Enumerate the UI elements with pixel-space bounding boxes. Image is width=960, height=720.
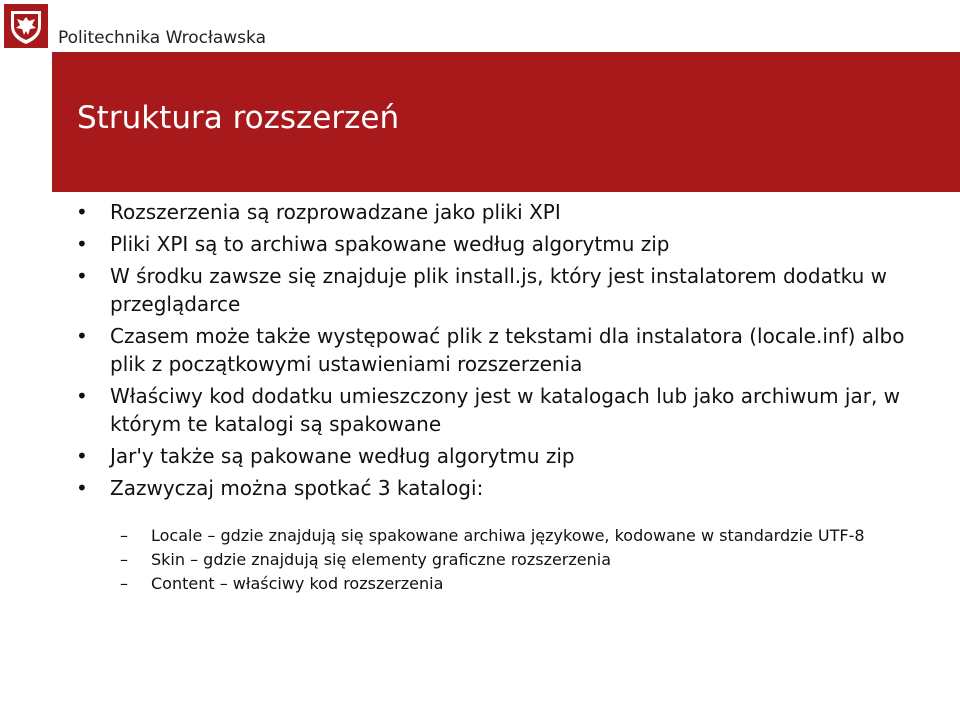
bullet-marker: • (76, 444, 88, 468)
sub-text: Locale – gdzie znajdują się spakowane archiwa językowe, kodowane w standardzie UTF-8 (151, 526, 865, 545)
sub-item (76, 526, 936, 546)
bullet-text: Zazwyczaj można spotkać 3 katalogi: (110, 476, 484, 500)
sub-item (76, 574, 936, 594)
sub-marker: – (120, 526, 128, 545)
top-bar (0, 0, 960, 52)
bullet-text: Rozszerzenia są rozprowadzane jako pliki XPI (110, 200, 561, 224)
bullet-item (76, 230, 936, 258)
bullet-text: Właściwy kod dodatku umieszczony jest w katalogach lub jako archiwum jar, w którym te katalogi są spakowane (110, 384, 901, 436)
bullet-item (76, 474, 936, 502)
sub-item (76, 550, 936, 570)
slide-content (76, 198, 936, 598)
bullet-item (76, 442, 936, 470)
bullet-marker: • (76, 324, 88, 348)
bullet-item (76, 382, 936, 438)
bullet-marker: • (76, 384, 88, 408)
bullet-text: Czasem może także występować plik z tekstami dla instalatora (locale.inf) albo plik z początkowymi ustawieniami rozszerzenia (110, 324, 905, 376)
university-name: Politechnika Wrocławska (58, 28, 266, 48)
bullet-text: Pliki XPI są to archiwa spakowane według algorytmu zip (110, 232, 670, 256)
eagle-crest-icon (4, 4, 48, 48)
bullet-marker: • (76, 200, 88, 224)
bullet-text: W środku zawsze się znajduje plik install.js, który jest instalatorem dodatku w przeglądarce (110, 264, 888, 316)
bullet-item (76, 322, 936, 378)
sub-text: Skin – gdzie znajdują się elementy graficzne rozszerzenia (151, 550, 612, 569)
bullet-marker: • (76, 264, 88, 288)
sub-list (76, 526, 936, 594)
sub-text: Content – właściwy kod rozszerzenia (151, 574, 444, 593)
title-band (52, 52, 960, 192)
slide-title: Struktura rozszerzeń (77, 100, 400, 136)
sub-marker: – (120, 574, 128, 593)
bullet-marker: • (76, 232, 88, 256)
bullet-list (76, 198, 936, 502)
bullet-marker: • (76, 476, 88, 500)
bullet-text: Jar'y także są pakowane według algorytmu zip (110, 444, 575, 468)
sub-marker: – (120, 550, 128, 569)
bullet-item (76, 198, 936, 226)
bullet-item (76, 262, 936, 318)
